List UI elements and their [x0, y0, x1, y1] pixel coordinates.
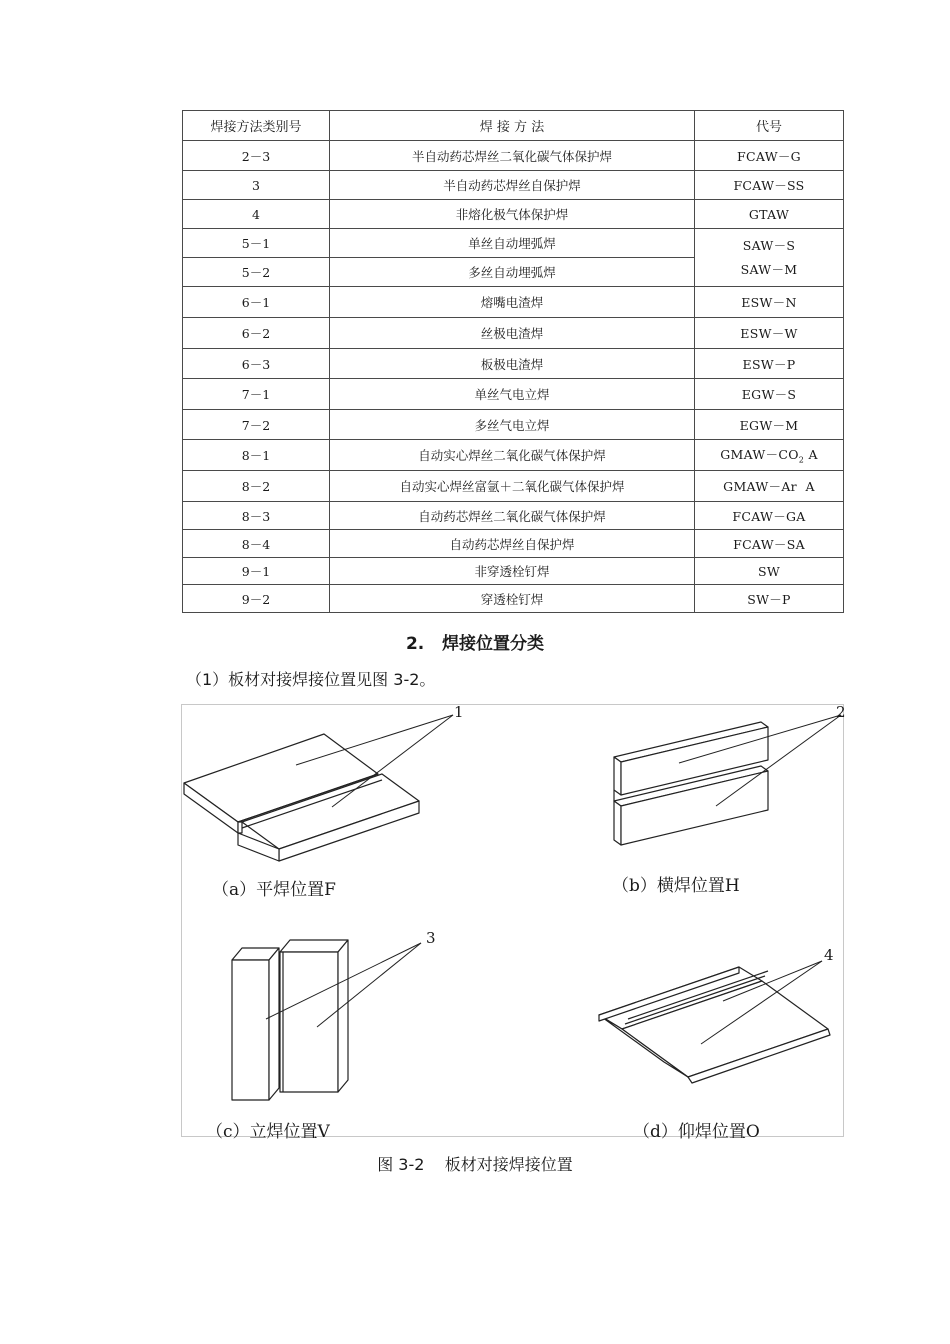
row-code: FCAW－GA: [695, 502, 844, 530]
row-method: 单丝气电立焊: [330, 379, 695, 410]
row-code: SW: [695, 558, 844, 585]
table-row: [183, 585, 844, 613]
row-number: 7－1: [183, 379, 330, 410]
table-row: [183, 410, 844, 440]
row-number: 8－2: [183, 471, 330, 502]
callout-2: 2: [836, 703, 846, 721]
code-subscript: 2: [798, 455, 805, 465]
welding-position-figure: [181, 703, 846, 1142]
label-flat-position: （a）平焊位置F: [212, 880, 336, 900]
figure-drawing: [182, 705, 845, 1138]
table-row: [183, 502, 844, 530]
table-row: [183, 287, 844, 318]
row-method: 板极电渣焊: [330, 349, 695, 379]
row-method: 自动药芯焊丝二氧化碳气体保护焊: [330, 502, 695, 530]
row-number: 8－4: [183, 530, 330, 558]
row-number: 8－3: [183, 502, 330, 530]
row-method: 半自动药芯焊丝二氧化碳气体保护焊: [330, 141, 695, 171]
row-code: ESW－N: [695, 287, 844, 318]
row-number: 5－2: [183, 258, 330, 287]
table-row: [183, 440, 844, 471]
row-code: ESW－W: [695, 318, 844, 349]
row-method: 多丝自动埋弧焊: [330, 258, 695, 287]
row-method: 单丝自动埋弧焊: [330, 229, 695, 258]
row-number: 2－3: [183, 141, 330, 171]
table-row: [183, 141, 844, 171]
callout-1: 1: [454, 703, 464, 721]
row-code-merged: [695, 229, 844, 287]
row-method: 熔嘴电渣焊: [330, 287, 695, 318]
table-header-row: [183, 111, 844, 141]
row-code: ESW－P: [695, 349, 844, 379]
row-number: 6－1: [183, 287, 330, 318]
row-code: FCAW－SS: [695, 171, 844, 200]
label-vertical-position: （c）立焊位置V: [206, 1122, 330, 1142]
row-number: 7－2: [183, 410, 330, 440]
header-category-number: 焊接方法类别号: [183, 111, 330, 141]
row-code: [695, 440, 844, 471]
header-code: 代号: [695, 111, 844, 141]
row-code: SAW－M: [740, 261, 798, 277]
row-number: 3: [183, 171, 330, 200]
row-method: 自动实心焊丝富氩＋二氧化碳气体保护焊: [330, 471, 695, 502]
table-row: [183, 171, 844, 200]
row-code: EGW－S: [695, 379, 844, 410]
row-number: 9－1: [183, 558, 330, 585]
row-method: 非熔化极气体保护焊: [330, 200, 695, 229]
row-method: 非穿透栓钉焊: [330, 558, 695, 585]
table-row: [183, 379, 844, 410]
body-paragraph: （1）板材对接焊接位置见图 3-2。: [186, 670, 436, 689]
row-method: 穿透栓钉焊: [330, 585, 695, 613]
callout-4: 4: [824, 946, 834, 964]
overhead-position-plates: [599, 967, 830, 1083]
section-heading: 2. 焊接位置分类: [405, 634, 545, 654]
code-main: GMAW－CO: [720, 447, 799, 463]
row-code: SW－P: [695, 585, 844, 613]
code-tail: A: [804, 447, 818, 463]
table-row: [183, 530, 844, 558]
header-welding-method: 焊 接 方 法: [330, 111, 695, 141]
row-method: 自动实心焊丝二氧化碳气体保护焊: [330, 440, 695, 471]
row-number: 4: [183, 200, 330, 229]
horizontal-position-plates: [614, 722, 768, 845]
row-number: 5－1: [183, 229, 330, 258]
row-code: FCAW－G: [695, 141, 844, 171]
table-row: [183, 200, 844, 229]
row-method: 自动药芯焊丝自保护焊: [330, 530, 695, 558]
figure-caption: 图 3-2 板材对接焊接位置: [377, 1155, 573, 1174]
label-overhead-position: （d）仰焊位置O: [633, 1122, 760, 1142]
row-code: EGW－M: [695, 410, 844, 440]
vertical-position-plates: [232, 940, 348, 1100]
table-row: [183, 471, 844, 502]
row-number: 8－1: [183, 440, 330, 471]
row-number: 6－2: [183, 318, 330, 349]
row-code: SAW－S: [742, 237, 796, 253]
row-code: GTAW: [695, 200, 844, 229]
callout-3: 3: [426, 929, 436, 947]
label-horizontal-position: （b）横焊位置H: [612, 876, 740, 896]
table-row: [183, 229, 844, 258]
table-row: [183, 558, 844, 585]
row-code: FCAW－SA: [695, 530, 844, 558]
welding-method-table: [182, 110, 844, 613]
row-number: 9－2: [183, 585, 330, 613]
table-row: [183, 318, 844, 349]
table-row: [183, 349, 844, 379]
flat-position-plates: [184, 734, 419, 861]
row-code: GMAW－Ar A: [695, 471, 844, 502]
row-method: 丝极电渣焊: [330, 318, 695, 349]
row-method: 多丝气电立焊: [330, 410, 695, 440]
row-method: 半自动药芯焊丝自保护焊: [330, 171, 695, 200]
row-number: 6－3: [183, 349, 330, 379]
